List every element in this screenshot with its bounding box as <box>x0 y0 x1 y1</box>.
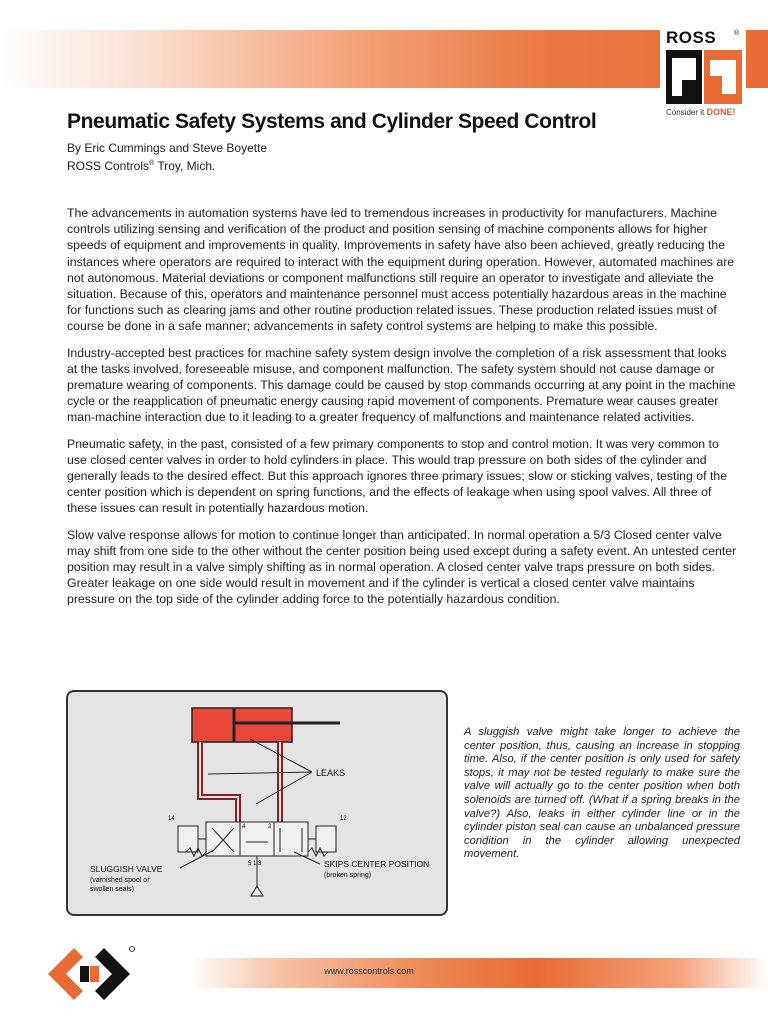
logo-registered-mark: ® <box>734 30 740 37</box>
sluggish-detail-2: swollen seals) <box>90 886 134 893</box>
port-label-14: 14 <box>168 816 175 822</box>
port-label-2: 2 <box>268 824 272 830</box>
sluggish-detail-1: (varnished spool or <box>90 877 150 884</box>
byline-location: Troy, Mich. <box>154 159 216 173</box>
header-band <box>0 30 768 88</box>
port-labels-bottom: 5 1 3 <box>248 861 262 867</box>
skips-title: SKIPS CENTER POSITION <box>324 859 430 869</box>
leak-arrow <box>256 772 312 804</box>
leak-arrow <box>208 772 312 774</box>
logo-tagline <box>666 107 735 117</box>
byline-company-line <box>67 156 267 174</box>
paragraph: The advancements in automation systems have led to tremendous increases in productivity for manufacturers. Machine controls utilizing sensing and verification of the product and position sensing of machine components allows for higher speeds of equipment and improvements in quality. Improvements in safety have also been achieved, greatly reducing the instances where operators are required to interact with the equipment during operation. However, automated machines are not autonomous. Material deviations or component malfunctions still require an operator to investigate and alleviate the situation. Because of this, operators and maintenance personnel must access potentially hazardous areas in the machine for functions such as clearing jams and other routine production related issues. These production related issues must of course be done in a safe manner; advancements in safety control systems are helping to make this possible. <box>67 206 735 334</box>
valve-schematic <box>68 692 446 914</box>
solenoid-right <box>316 826 336 852</box>
sluggish-arrow <box>180 850 214 868</box>
byline-company: ROSS Controls <box>67 159 150 173</box>
paragraph: Industry-accepted best practices for machine safety system design involve the completion of a risk assessment that looks at the tasks involved, foreseeable misuse, and component malfunction. The safety system should not cause damage or premature wearing of components. This damage could be caused by stop commands occurring at any point in the machine cycle or the reapplication of pneumatic energy causing rapid movement of components. Premature wear causes greater man-machine interaction due to it leading to a greater frequency of malfunctions and maintenance related activities. <box>67 345 736 425</box>
byline <box>67 140 267 174</box>
solenoid-left <box>178 826 198 852</box>
cylinder-body <box>192 708 292 742</box>
cylinder-line-left <box>200 742 238 822</box>
valve-diagram <box>66 690 448 916</box>
logo-wordmark: ROSS <box>666 28 717 47</box>
byline-registered-mark: ® <box>149 160 155 167</box>
tagline-prefix: Consider it <box>666 108 705 117</box>
paragraph: Slow valve response allows for motion to continue longer than anticipated. In normal operation a 5/3 Closed center valve may shift from one side to the other without the center position being used except during a safety event. An untested center position may result in a valve simply shifting as in normal operation. A closed center valve traps pressure on both sides. Greater leakage on one side would result in movement and if the cylinder is vertical a closed center valve maintains pressure on the top side of the cylinder adding force to the potentially hazardous condition. <box>67 527 737 607</box>
valve-position-left <box>206 822 240 856</box>
port-label-4: 4 <box>242 824 246 830</box>
leaks-label: LEAKS <box>316 768 346 778</box>
valve-position-right <box>274 822 308 856</box>
byline-authors: By Eric Cummings and Steve Boyette <box>67 141 268 155</box>
article-body <box>67 205 739 618</box>
ross-logo <box>660 18 746 117</box>
footer-url: www.rosscontrols.com <box>324 966 414 976</box>
port-label-12: 12 <box>340 816 347 822</box>
footer-logo-icon <box>44 944 136 1002</box>
paragraph: Pneumatic safety, in the past, consisted of a few primary components to stop and control motion. It was very common to use closed center valves in order to hold cylinders in place. This would trap pressure on both sides of the cylinder and generally leads to the desired effect. But this approach ignores three primary issues; slow or sticking valves, testing of the center position which is dependent on spring functions, and the effects of leakage when using spool valves. All three of these issues can result in potentially hazardous motion. <box>67 436 728 516</box>
logo-emblem-icon <box>666 50 742 104</box>
tagline-done: DONE! <box>706 107 736 117</box>
figure-caption: A sluggish valve might take longer to achieve the center position, thus, causing an increase in stopping time. Also, if the center position is only used for safety stops, it may not be tested regularly to make sure the valve will actually go to the center position when both solenoids are turned off. (What if a spring breaks in the valve?) Also, leaks in either cylinder line or in the cylinder piston seal can cause an unbalanced pressure condition in the cylinder allowing unexpected movement. <box>464 726 740 861</box>
skips-detail: (broken spring) <box>324 872 372 879</box>
article-title: Pneumatic Safety Systems and Cylinder Speed Control <box>67 110 597 133</box>
sluggish-title: SLUGGISH VALVE <box>90 864 163 874</box>
